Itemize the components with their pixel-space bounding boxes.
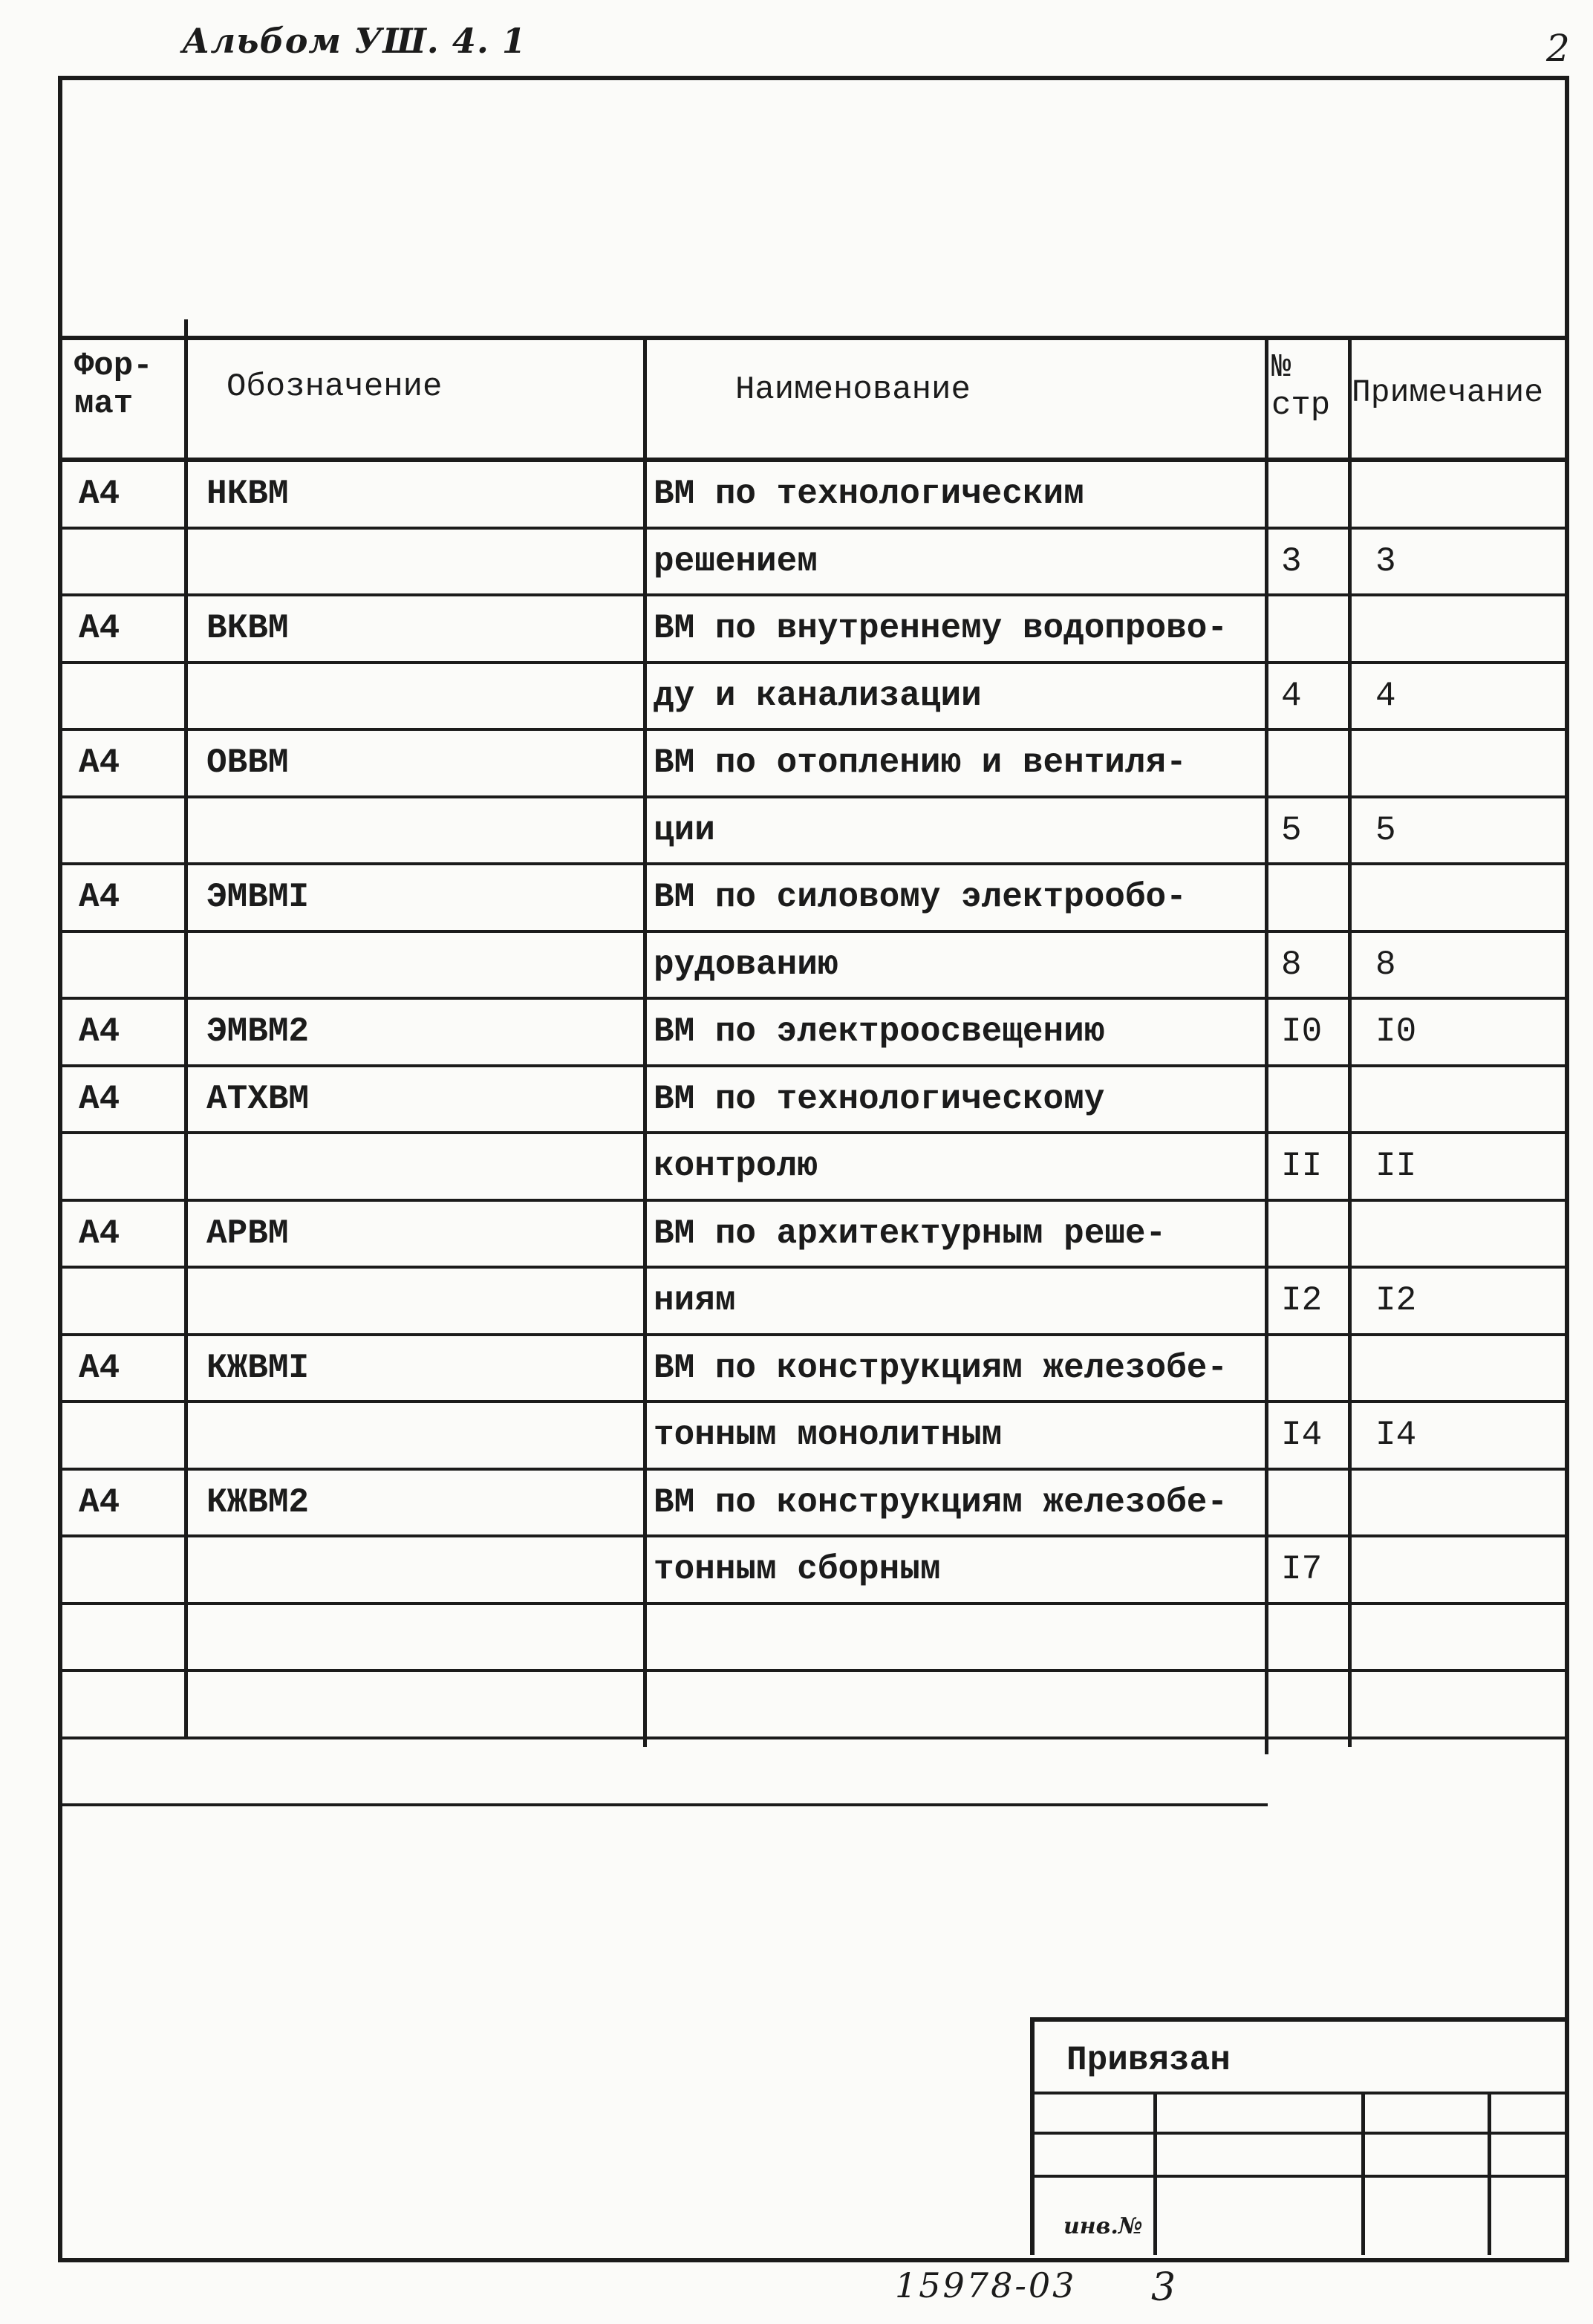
cell-designation: АТХВМ [206, 1079, 310, 1119]
cell-designation: КЖВМ2 [206, 1482, 310, 1522]
row-separator [61, 1737, 1566, 1739]
header-name: Наименование [735, 371, 971, 409]
cell-page: II [1281, 1147, 1323, 1185]
cell-page: I4 [1281, 1416, 1323, 1454]
cell-note: I2 [1375, 1281, 1417, 1320]
row-separator [61, 1266, 1566, 1269]
row-separator [61, 1669, 1566, 1672]
cell-page: I7 [1281, 1550, 1323, 1589]
row-separator [61, 1064, 1566, 1067]
cell-name: ции [654, 810, 715, 850]
cell-page: 4 [1281, 676, 1302, 715]
row-separator [61, 527, 1566, 530]
cell-designation: ОВВМ [206, 743, 289, 782]
cell-name: тонным сборным [654, 1550, 941, 1589]
cell-note: 4 [1375, 676, 1396, 715]
col-divider-3 [1265, 336, 1268, 1754]
row-separator [61, 997, 1566, 1000]
stamp-label: Привязан [1066, 2041, 1231, 2080]
cell-name: ВМ по отоплению и вентиля- [654, 743, 1187, 782]
row-separator [61, 728, 1566, 731]
cell-name: ВМ по технологическим [654, 475, 1084, 513]
page-number: 2 [1546, 27, 1570, 70]
row-separator [61, 1199, 1566, 1202]
cell-page: I0 [1281, 1012, 1323, 1051]
cell-name: ВМ по конструкциям железобе- [654, 1348, 1228, 1387]
cell-format: А4 [79, 878, 120, 917]
cell-format: А4 [79, 609, 120, 648]
row-separator [61, 1131, 1566, 1134]
cell-name: ВМ по технологическому [654, 1079, 1105, 1119]
row-separator [61, 1803, 1268, 1806]
cell-designation: АРВМ [206, 1214, 289, 1253]
cell-format: А4 [79, 743, 120, 782]
cell-format: А4 [79, 1012, 120, 1051]
row-separator [61, 930, 1566, 933]
cell-designation: НКВМ [206, 475, 289, 513]
row-separator [61, 1333, 1566, 1336]
cell-page: 5 [1281, 810, 1302, 850]
cell-name: ВМ по силовому электрообо- [654, 878, 1187, 917]
cell-name: ниям [654, 1281, 736, 1320]
cell-format: А4 [79, 1348, 120, 1387]
table-header-line [58, 458, 1569, 462]
cell-format: А4 [79, 1214, 120, 1253]
cell-note: 3 [1375, 541, 1396, 581]
row-separator [61, 661, 1566, 664]
cell-designation: ВКВМ [206, 609, 289, 648]
header-format: Фор- мат [74, 348, 153, 423]
cell-format: А4 [79, 475, 120, 513]
cell-name: решением [654, 541, 818, 581]
row-separator [61, 593, 1566, 596]
header-note: Примечание [1352, 374, 1544, 411]
sheet-number: 3 [1151, 2265, 1176, 2310]
cell-designation: ЭМВМ2 [206, 1012, 310, 1051]
cell-name: тонным монолитным [654, 1416, 1003, 1454]
cell-note: I4 [1375, 1416, 1417, 1454]
row-separator [61, 1534, 1566, 1537]
cell-page: 8 [1281, 945, 1302, 984]
cell-name: контролю [654, 1147, 818, 1185]
col-divider-1 [184, 319, 188, 1739]
cell-page: I2 [1281, 1281, 1323, 1320]
cell-note: II [1375, 1147, 1417, 1185]
row-separator [61, 1400, 1566, 1403]
row-separator [61, 795, 1566, 798]
cell-name: ВМ по конструкциям железобе- [654, 1482, 1228, 1522]
row-separator [61, 862, 1566, 865]
row-separator [61, 1602, 1566, 1605]
cell-name: ВМ по архитектурным реше- [654, 1214, 1167, 1253]
table-top-line [58, 336, 1569, 340]
cell-note: 8 [1375, 945, 1396, 984]
inv-label: инв.№ [1063, 2213, 1143, 2239]
row-separator [61, 1468, 1566, 1471]
cell-format: А4 [79, 1079, 120, 1119]
header-page: № стр [1271, 349, 1331, 424]
album-label: Альбом УШ. 4. 1 [182, 21, 527, 61]
cell-name: ду и канализации [654, 676, 982, 715]
cell-designation: ЭМВМI [206, 878, 310, 917]
cell-name: ВМ по внутреннему водопрово- [654, 609, 1228, 648]
header-designation: Обозначение [227, 368, 443, 406]
cell-note: 5 [1375, 810, 1396, 850]
document-code: 15978-03 [895, 2265, 1077, 2305]
cell-designation: КЖВМI [206, 1348, 310, 1387]
cell-name: ВМ по электроосвещению [654, 1012, 1105, 1051]
cell-format: А4 [79, 1482, 120, 1522]
cell-name: рудованию [654, 945, 838, 984]
cell-page: 3 [1281, 541, 1302, 581]
cell-note: I0 [1375, 1012, 1417, 1051]
